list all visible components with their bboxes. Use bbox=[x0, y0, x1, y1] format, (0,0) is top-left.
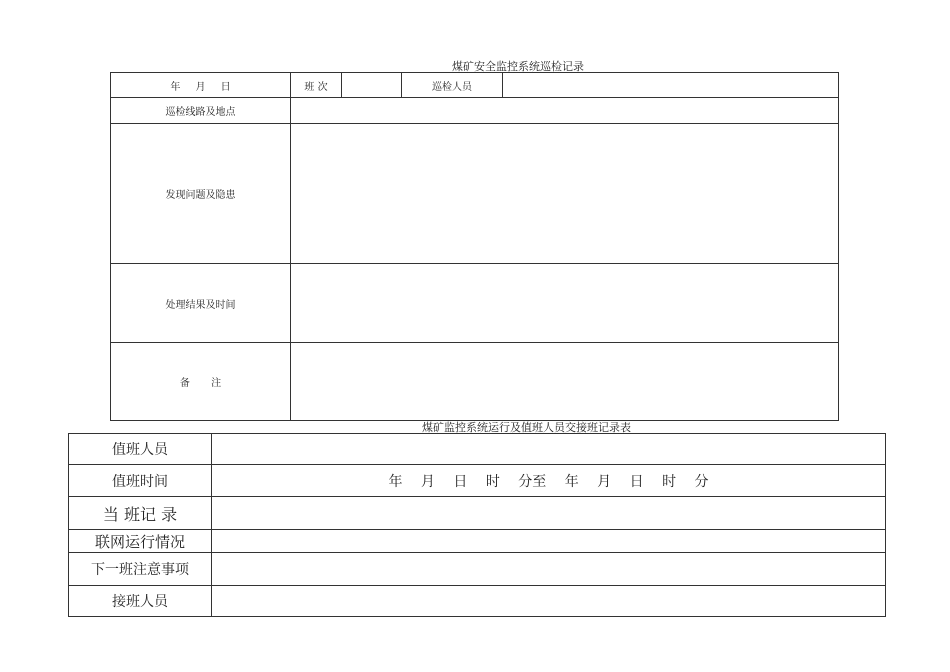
date-label: 年 月 日 bbox=[111, 73, 291, 98]
table-row bbox=[111, 73, 839, 98]
shift-value-cell[interactable] bbox=[342, 73, 402, 98]
table-row bbox=[69, 465, 886, 497]
duty-staff-value-cell[interactable] bbox=[212, 434, 886, 465]
network-status-label: 联网运行情况 bbox=[69, 530, 212, 553]
route-value-cell[interactable] bbox=[291, 98, 839, 124]
duty-staff-label: 值班人员 bbox=[69, 434, 212, 465]
duty-time-label: 值班时间 bbox=[69, 465, 212, 497]
shift-record-label: 当 班记 录 bbox=[69, 497, 212, 530]
remarks-label: 备 注 bbox=[111, 343, 291, 421]
inspector-label: 巡检人员 bbox=[402, 73, 503, 98]
next-shift-notes-label: 下一班注意事项 bbox=[69, 553, 212, 586]
result-label: 处理结果及时间 bbox=[111, 264, 291, 343]
shift-handover-table bbox=[68, 433, 886, 617]
next-shift-notes-value-cell[interactable] bbox=[212, 553, 886, 586]
relief-staff-label: 接班人员 bbox=[69, 586, 212, 617]
issues-label: 发现问题及隐患 bbox=[111, 124, 291, 264]
table-row bbox=[69, 553, 886, 586]
table-row bbox=[111, 264, 839, 343]
form2-title: 煤矿监控系统运行及值班人员交接班记录表 bbox=[422, 421, 631, 434]
table-row bbox=[111, 98, 839, 124]
issues-value-cell[interactable] bbox=[291, 124, 839, 264]
shift-record-value-cell[interactable] bbox=[212, 497, 886, 530]
remarks-value-cell[interactable] bbox=[291, 343, 839, 421]
relief-staff-value-cell[interactable] bbox=[212, 586, 886, 617]
table-row bbox=[111, 343, 839, 421]
table-row bbox=[69, 586, 886, 617]
network-status-value-cell[interactable] bbox=[212, 530, 886, 553]
duty-time-value[interactable]: 年 月 日 时 分至 年 月 日 时 分 bbox=[212, 465, 886, 497]
form1-title: 煤矿安全监控系统巡检记录 bbox=[452, 60, 584, 73]
table-row bbox=[111, 124, 839, 264]
table-row bbox=[69, 497, 886, 530]
inspection-record-table bbox=[110, 72, 839, 421]
shift-label: 班 次 bbox=[291, 73, 342, 98]
table-row bbox=[69, 530, 886, 553]
inspector-value-cell[interactable] bbox=[503, 73, 839, 98]
table-row bbox=[69, 434, 886, 465]
route-label: 巡检线路及地点 bbox=[111, 98, 291, 124]
result-value-cell[interactable] bbox=[291, 264, 839, 343]
